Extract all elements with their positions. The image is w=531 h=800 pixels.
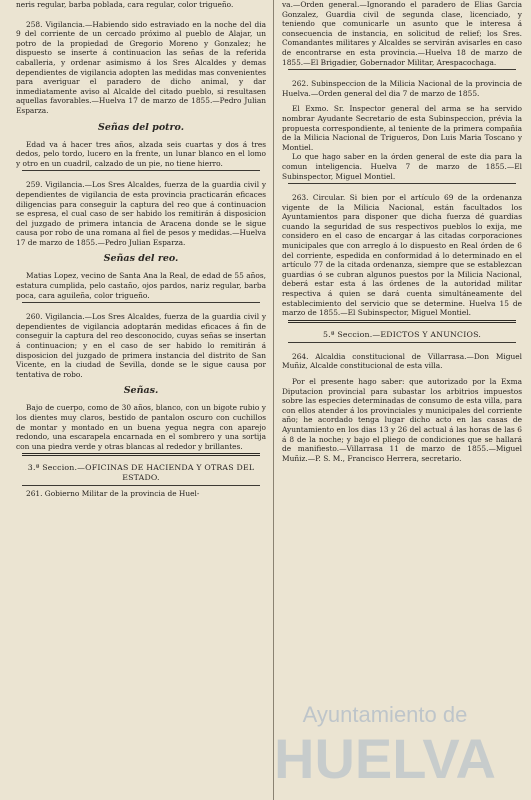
section-rule: [16, 451, 266, 457]
watermark-line-1: Ayuntamiento de: [302, 702, 468, 727]
notice-258: 258. Vigilancia.—Habiendo sido estraviado en la noche del dia 9 del corriente de un cercado próximo al pueblo de Alajar, un potro de la propiedad de Gregorio Moreno y Gonzalez; he dispuesto se inserte á continuacion las señas de la referida caballeria, y ordenar asimismo á los Sres Alcaldes y demas dependientes de vigilancia adopten las medidas mas convenientes para averiguar el paradero de dicho animal, y dar inmediatamente aviso al Alcalde del citado pueblo, si resultasen aquellas favorables.—Huelva 17 de marzo de 1855.—Pedro Julian Esparza.: [16, 19, 266, 115]
section-rule: [282, 318, 522, 324]
description-potro: Edad va á hacer tres años, alzada seis cuartas y dos á tres dedos, pelo tordo, lucero en la frente, un lunar blanco en el lomo y otro en un cuadril, calzado de un pie, no tiene hierro.: [16, 139, 266, 168]
column-divider: [273, 0, 274, 800]
separator: [16, 300, 266, 306]
notice-263: 263. Circular. Si bien por el artículo 69 de la ordenanza vigente de la Milicia Nacional, están facultados los Ayuntamientos para disponer que dicha fuerza dé guardias cuando la seguridad de sus respectivos pueblos lo exija, me considero en el caso de encargar á las citadas corporaciones municipales que con arreglo á lo dispuesto en Real órden de 6 del corriente, espedida en conformidad á lo determinado en el artículo 77 de la citada ordenanza, siempre que se establezcan guardias ó se cubran algunos puestos por la Milicia Nacional, deberá estar esta á las órdenes de la autoridad militar respectiva á quien se dará cuenta simultáneamente del establecimiento del servicio que se determine. Huelva 15 de marzo de 1855.—El Subinspector, Miguel Montiel.: [282, 193, 522, 318]
watermark-line-2: HUELVA: [274, 727, 496, 790]
separator: [16, 168, 266, 174]
right-column: [282, 0, 522, 800]
separator: [16, 483, 266, 489]
notice-264-body: Por el presente hago saber: que autorizado por la Exma Diputacion provincial para subastar los arbitrios impuestos sobre las especies determinadas de consumo de esta villa, para con ellos atender á los provinciales y municipales del corriente año; he acordado tenga lugar dicho acto en las casas de Ayuntamiento en los dias 13 y 26 del actual á las horas de las 6 á 8 de la noche; y bajo el pliego de condiciones que se hallará de manifiesto.—Villarrasa 11 de marzo de 1855.—Miguel Muñiz.—P. S. M., Francisco Herrera, secretario.: [282, 377, 522, 463]
separator: [282, 67, 522, 73]
heading-potro: Señas del potro.: [97, 121, 185, 133]
description-senas: Bajo de cuerpo, como de 30 años, blanco, con un bigote rubio y los dientes muy claros, bestido de pantalon oscuro con cuchillos de montar y montado en un buena yegua negra con aparejo redondo, una escarapela encarnada en el sombrero y una sortija con una piedra verde y otras blancas al rededor y brillantes.: [16, 403, 266, 451]
section-3-heading: 3.ª Seccion.—OFICINAS DE HACIENDA Y OTRAS DEL ESTADO.: [27, 463, 255, 483]
left-column: [16, 0, 266, 800]
notice-261: 261. Gobierno Militar de la provincia de Huel-: [26, 489, 200, 499]
notice-262: 262. Subinspeccion de la Milicia Nacional de la provincia de Huelva.—Orden general del dia 7 de marzo de 1855.: [282, 79, 522, 98]
notice-262-closing: Lo que hago saber en la órden general de este dia para la comun inteligencia. Huelva 7 de marzo de 1855.—El Subinspector, Miguel Montiel.: [282, 152, 522, 181]
notice-262-body: El Exmo. Sr. Inspector general del arma se ha servido nombrar Ayudante Secretario de esta Subinspeccion, prévia la propuesta correspondiente, al teniente de la primera compañia de la Milicia Nacional de Trigueros, Don Luis Maria Toscano y Montiel.: [282, 104, 522, 152]
separator: [282, 181, 522, 187]
notice-259: 259. Vigilancia.—Los Sres Alcaldes, fuerza de la guardia civil y dependientes de vigilancia de esta provincia practicarán eficaces diligencias para conseguir la captura del reo que á continuacion se espresa, el cual caso de ser habido los remitirán á disposicion del juzgado de primera intancia de Aracena donde se le sigue causa por robo de una romana al fiel de pesos y medidas.—Huelva 17 de marzo de 1855.—Pedro Julian Esparza.: [16, 180, 266, 247]
section-5-heading: 5.ª Seccion.—EDICTOS Y ANUNCIOS.: [322, 329, 482, 339]
continued-text: neris regular, barba poblada, cara regular, color trigueño.: [16, 0, 234, 9]
continued-notice: va.—Orden general.—Ignorando el paradero de Elias Garcia Gonzalez, Guardia civil de segunda clase, licenciado, y teniendo que comunicarle un asunto que le interesa á consecuencia de instancia, en solicitud de relief; los Sres. Comandantes militares y Alcaldes se servirán avisarles en caso de encontrarse en esta provincia.—Huelva 18 de marzo de 1855.—El Brigadier, Gobernador Militar, Arespacochaga.: [282, 0, 522, 67]
heading-senas: Señas.: [123, 385, 159, 397]
notice-260: 260. Vigilancia.—Los Sres Alcaldes, fuerza de la guardia civil y dependientes de vigilancia adoptarán medidas eficaces á fin de conseguir la captura del reo desconocido, cuyas señas se insertan á continuacion; y en el caso de ser habido lo remitirán á disposicion del juzgado de primera instancia del distrito de San Vicente, en la ciudad de Sevilla, donde se le sigue causa por tentativa de robo.: [16, 312, 266, 379]
notice-264: 264. Alcaldia constitucional de Villarrasa.—Don Miguel Muñiz, Alcalde constitucional de esta villa.: [282, 351, 522, 371]
heading-reo: Señas del reo.: [103, 253, 179, 265]
separator: [282, 340, 522, 346]
description-reo: Matias Lopez, vecino de Santa Ana la Real, de edad de 55 años, estatura cumplida, pelo castaño, ojos pardos, nariz regular, barba poca, cara aguileña, color trigueño.: [16, 271, 266, 300]
